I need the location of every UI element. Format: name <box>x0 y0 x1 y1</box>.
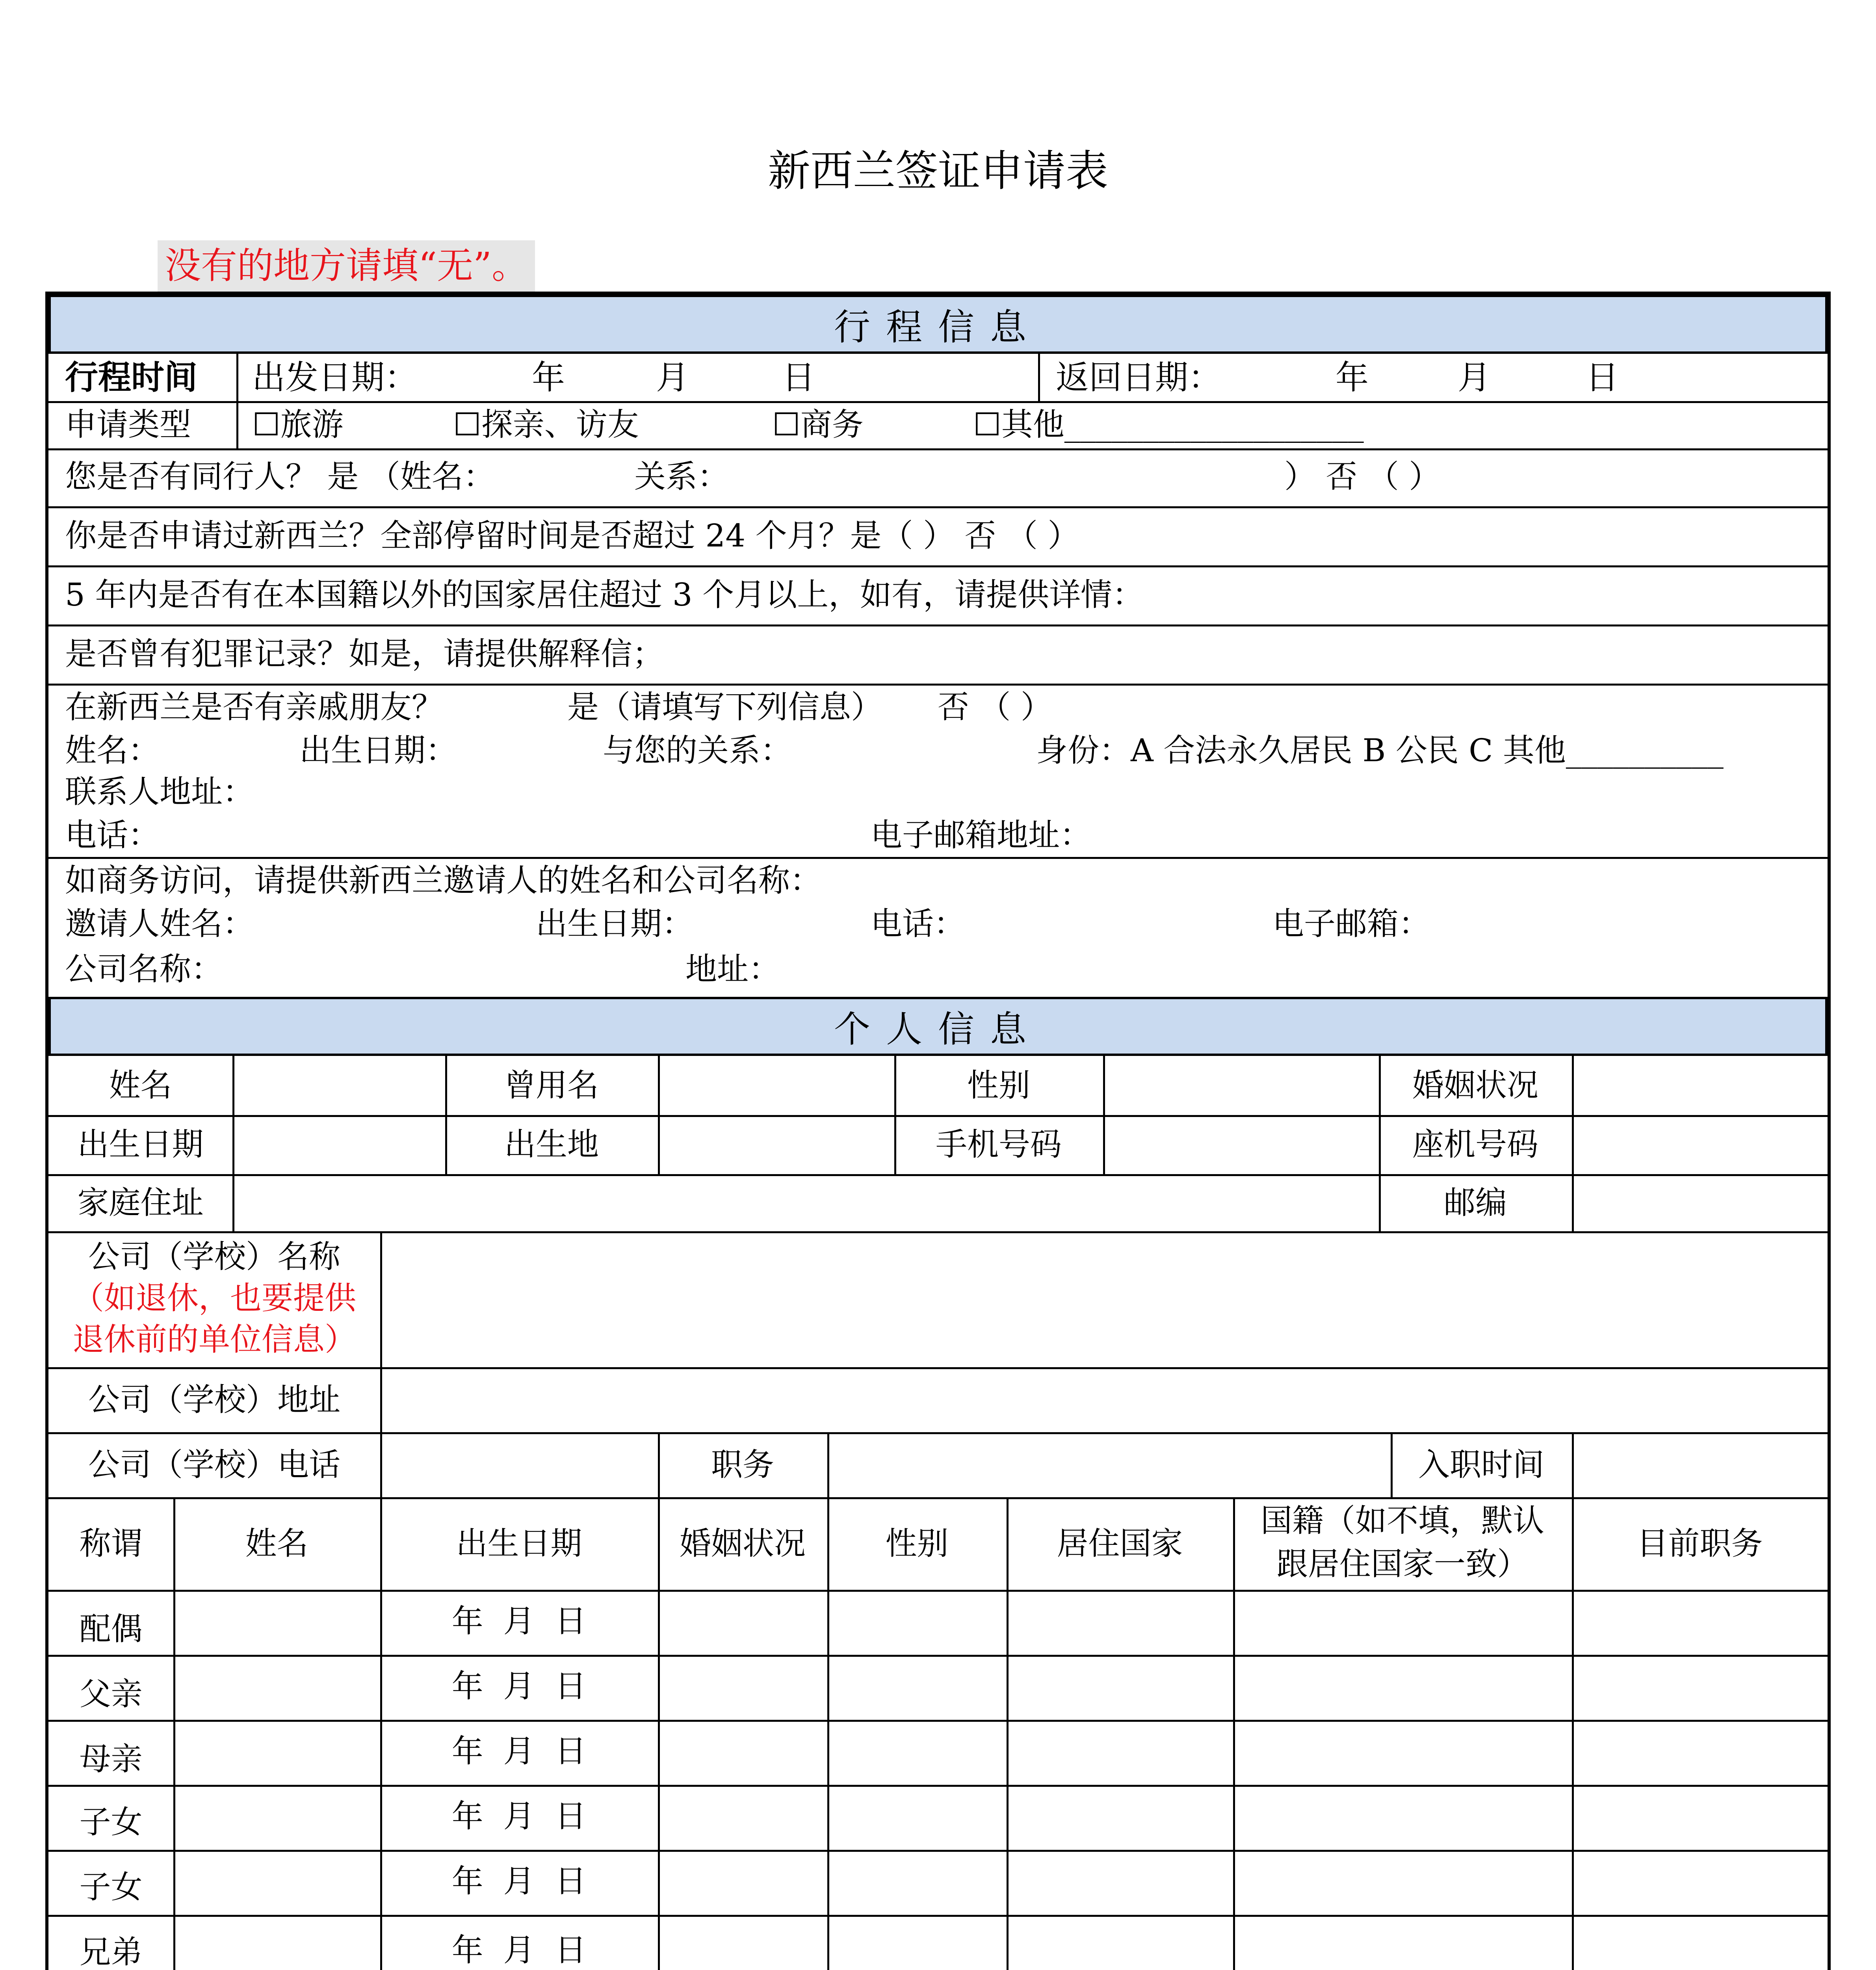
personal-section-header: 个人信息 <box>48 997 1828 1056</box>
retired-note-line1: （如退休，也要提供 <box>72 1280 356 1316</box>
return-year: 年 <box>1335 358 1369 397</box>
relative-relation-label: 与您的关系： <box>603 732 792 769</box>
col-name: 姓名 <box>245 1525 308 1562</box>
col-occupation: 目前职务 <box>1636 1525 1763 1562</box>
inviter-dob-label: 出生日期： <box>536 905 693 942</box>
type-other-checkbox[interactable]: ☐其他___________________ <box>973 406 1364 443</box>
return-date-label: 返回日期： <box>1056 358 1222 397</box>
relatives-question: 在新西兰是否有亲戚朋友？ <box>65 689 443 725</box>
pob-label: 出生地 <box>504 1126 599 1163</box>
criminal-record-question: 是否曾有犯罪记录？如是，请提供解释信； <box>65 636 664 672</box>
type-visit-checkbox[interactable]: ☐探亲、访友 <box>453 406 639 443</box>
dob-label: 出生日期 <box>77 1126 204 1163</box>
inviter-name-label: 邀请人姓名： <box>65 905 254 942</box>
return-month: 月 <box>1458 358 1491 397</box>
col-nationality-line2: 跟居住国家一致） <box>1276 1546 1529 1582</box>
inviter-email-label: 电子邮箱： <box>1272 905 1430 942</box>
col-relation: 称谓 <box>79 1525 143 1562</box>
child2-dob-placeholder: 年 月 日 <box>451 1863 587 1899</box>
relative-address-label: 联系人地址： <box>65 773 254 810</box>
depart-day: 日 <box>782 358 815 397</box>
relation-brother: 兄弟 <box>79 1934 143 1970</box>
relative-name-label: 姓名： <box>65 732 160 769</box>
spouse-dob-placeholder: 年 月 日 <box>451 1603 587 1639</box>
apply-type-label: 申请类型 <box>65 406 191 443</box>
company-school-address-label: 公司（学校）地址 <box>88 1381 340 1418</box>
depart-date-label: 出发日期： <box>252 358 418 397</box>
col-dob: 出生日期 <box>456 1525 582 1562</box>
return-day: 日 <box>1586 358 1619 397</box>
retired-note-line2: 退休前的单位信息） <box>72 1321 356 1358</box>
col-marital: 婚姻状况 <box>680 1525 806 1562</box>
fill-note: 没有的地方请填“无”。 <box>158 240 535 292</box>
business-question: 如商务访问，请提供新西兰邀请人的姓名和公司名称： <box>65 862 821 899</box>
relative-phone-label: 电话： <box>65 817 160 853</box>
trip-section-header: 行程信息 <box>48 295 1828 354</box>
type-tourism-checkbox[interactable]: ☐旅游 <box>252 406 344 443</box>
depart-year: 年 <box>532 358 565 397</box>
mobile-label: 手机号码 <box>936 1126 1062 1163</box>
company-address-label: 地址： <box>685 951 780 987</box>
companion-no: ） 否 （ ） <box>1284 458 1441 495</box>
col-gender: 性别 <box>885 1525 949 1562</box>
marital-label: 婚姻状况 <box>1412 1067 1538 1104</box>
home-address-label: 家庭住址 <box>77 1184 204 1221</box>
companion-relation: 关系： <box>634 458 729 495</box>
type-business-checkbox[interactable]: ☐商务 <box>772 406 864 443</box>
relation-child-2: 子女 <box>79 1869 143 1905</box>
relatives-yes: 是（请填写下列信息） <box>567 689 882 725</box>
applied-before-question: 你是否申请过新西兰？全部停留时间是否超过 24 个月？是（ ） 否 （ ） <box>65 517 1079 554</box>
depart-month: 月 <box>656 358 689 397</box>
inviter-phone-label: 电话： <box>871 905 965 942</box>
position-label: 职务 <box>711 1446 774 1483</box>
join-date-label: 入职时间 <box>1418 1446 1544 1483</box>
relation-mother: 母亲 <box>79 1741 143 1777</box>
company-school-name-label: 公司（学校）名称 <box>88 1238 340 1275</box>
relative-email-label: 电子邮箱地址： <box>871 817 1091 853</box>
former-name-label: 曾用名 <box>504 1067 599 1104</box>
name-label: 姓名 <box>109 1067 172 1104</box>
child1-dob-placeholder: 年 月 日 <box>451 1798 587 1834</box>
company-school-phone-label: 公司（学校）电话 <box>88 1446 340 1483</box>
father-dob-placeholder: 年 月 日 <box>451 1668 587 1704</box>
col-nationality-line1: 国籍（如不填，默认 <box>1261 1502 1544 1539</box>
gender-label: 性别 <box>967 1067 1030 1104</box>
relation-spouse: 配偶 <box>79 1611 143 1647</box>
lived-abroad-question: 5 年内是否有在本国籍以外的国家居住超过 3 个月以上，如有，请提供详情： <box>65 576 1144 613</box>
relatives-no: 否 （ ） <box>938 689 1052 725</box>
relation-child-1: 子女 <box>79 1804 143 1840</box>
trip-time-label: 行程时间 <box>65 358 198 397</box>
postcode-label: 邮编 <box>1444 1184 1507 1221</box>
companion-question: 您是否有同行人？ 是 （姓名： <box>65 458 495 495</box>
col-residence: 居住国家 <box>1057 1525 1183 1562</box>
brother-dob-placeholder: 年 月 日 <box>451 1932 587 1968</box>
mother-dob-placeholder: 年 月 日 <box>451 1733 587 1769</box>
landline-label: 座机号码 <box>1412 1126 1538 1163</box>
company-name-label: 公司名称： <box>65 951 223 987</box>
relative-status-label: 身份：A 合法永久居民 B 公民 C 其他__________ <box>1036 732 1724 769</box>
relation-father: 父亲 <box>79 1676 143 1712</box>
relative-dob-label: 出生日期： <box>299 732 457 769</box>
page-title: 新西兰签证申请表 <box>767 147 1108 196</box>
